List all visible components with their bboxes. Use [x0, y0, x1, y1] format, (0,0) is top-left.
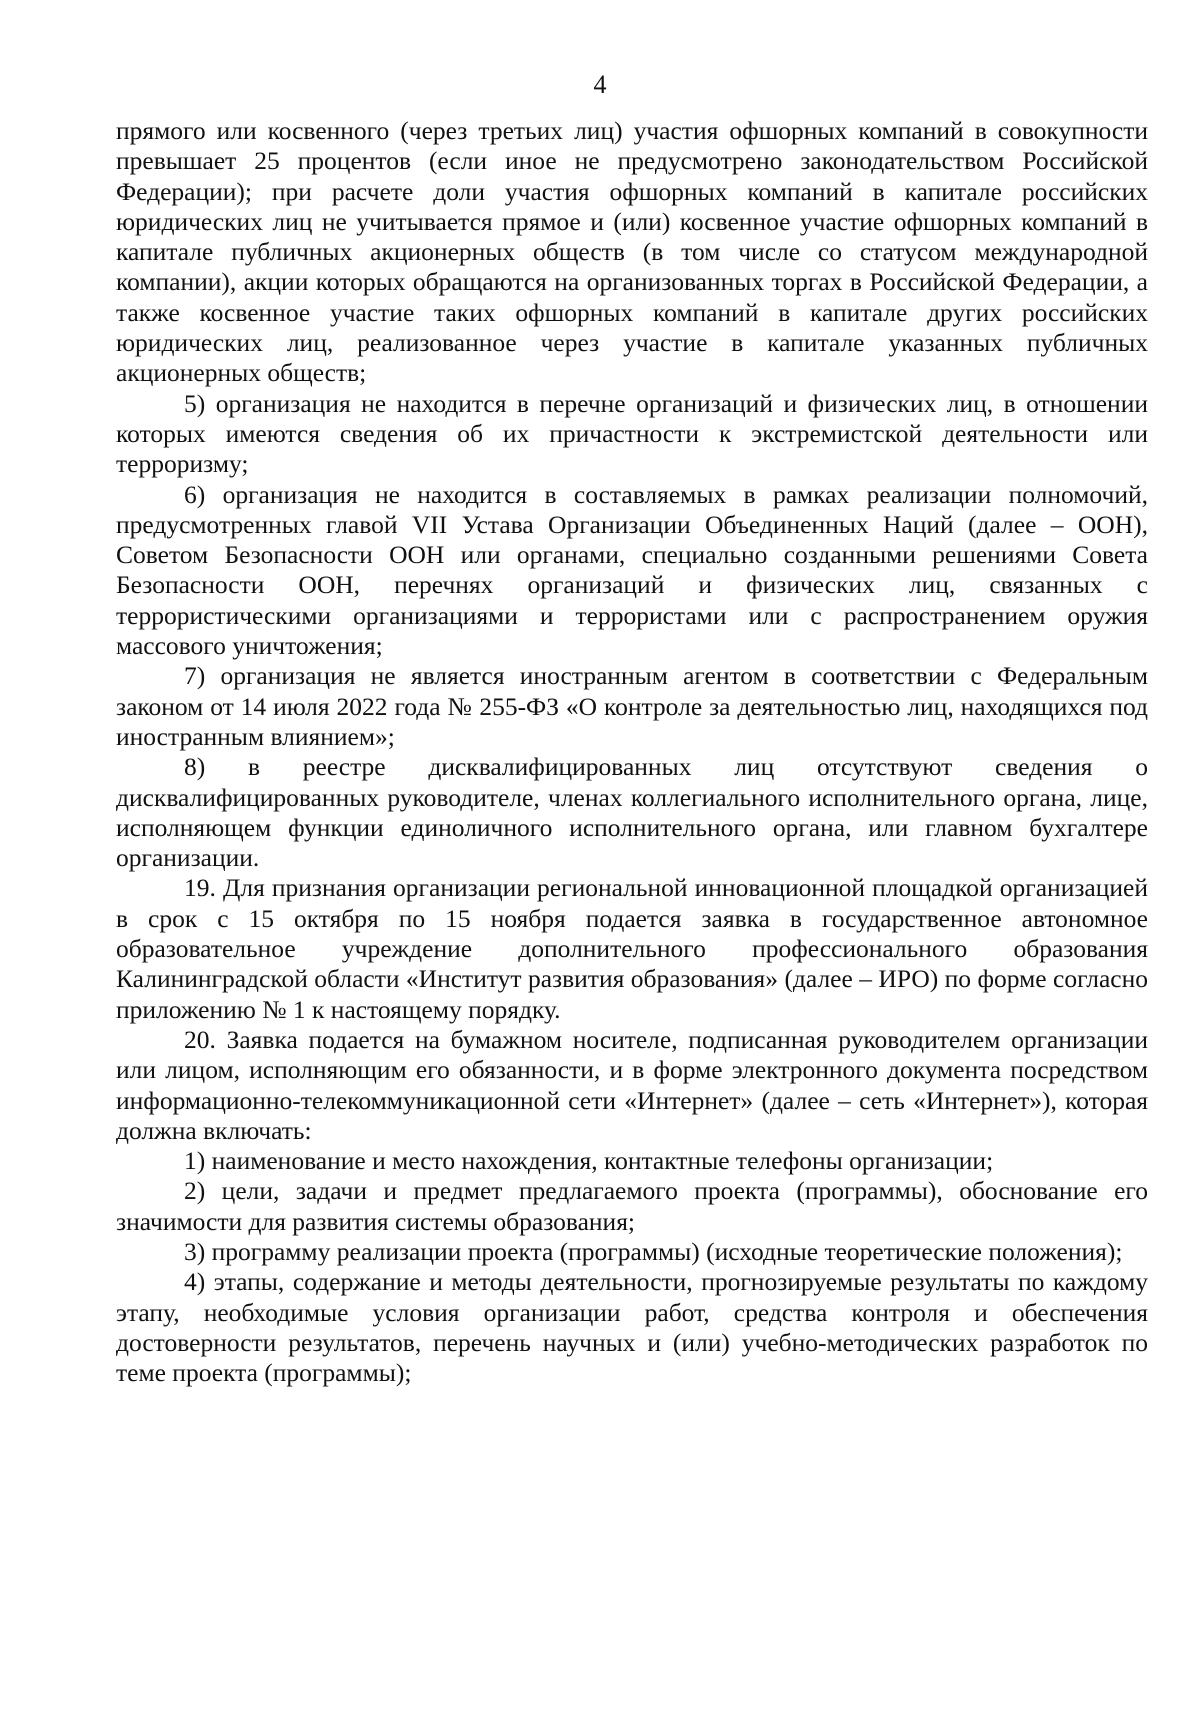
paragraph-item-7: 7) организация не является иностранным агентом в соответствии с Федеральным законом от 14 июля 2022 года № 255-ФЗ «О контроле за деятельностью лиц, находящихся под иностранным влиянием»;	[116, 661, 1148, 751]
paragraph-item-6: 6) организация не находится в составляемых в рамках реализации полномочий, предусмотренных главой VII Устава Организации Объединенных Наций (далее – ООН), Советом Безопасности ООН или органами, специально созданными решениями Совета Безопасности ООН, перечнях организаций и физических лиц, связанных с террористическими организациями и террористами или с распространением оружия массового уничтожения;	[116, 479, 1148, 661]
paragraph-application-item-2: 2) цели, задачи и предмет предлагаемого проекта (программы), обоснование его значимости для развития системы образования;	[116, 1176, 1148, 1236]
paragraph-application-item-4: 4) этапы, содержание и методы деятельности, прогнозируемые результаты по каждому этапу, необходимые условия организации работ, средства контроля и обеспечения достоверности результатов, перечень научных и (или) учебно-методических разработок по теме проекта (программы);	[116, 1267, 1148, 1388]
paragraph-application-item-3: 3) программу реализации проекта (программы) (исходные теоретические положения);	[184, 1236, 1123, 1266]
paragraph-application-item-1: 1) наименование и место нахождения, контактные телефоны организации;	[184, 1146, 994, 1176]
paragraph-offshore-continuation: прямого или косвенного (через третьих лиц) участия офшорных компаний в совокупности превышает 25 процентов (если иное не предусмотрено законодательством Российской Федерации); при расчете доли участия офшорных компаний в капитале российских юридических лиц не учитывается прямое и (или) косвенное участие офшорных компаний в капитале публичных акционерных обществ (в том числе со статусом международной компании), акции которых обращаются на организованных торгах в Российской Федерации, а также косвенное участие таких офшорных компаний в капитале других российских юридических лиц, реализованное через участие в капитале указанных публичных акционерных обществ;	[116, 116, 1148, 388]
paragraph-clause-19: 19. Для признания организации региональной инновационной площадкой организацией в срок с 15 октября по 15 ноября подается заявка в государственное автономное образовательное учреждение дополнительного профессионального образования Калининградской области «Институт развития образования» (далее – ИРО) по форме согласно приложению № 1 к настоящему порядку.	[116, 873, 1148, 1024]
page-number: 4	[593, 70, 607, 99]
paragraph-item-8: 8) в реестре дисквалифицированных лиц отсутствуют сведения о дисквалифицированных руководителе, членах коллегиального исполнительного органа, лице, исполняющем функции единоличного исполнительного органа, или главном бухгалтере организации.	[116, 752, 1148, 873]
document-body	[116, 116, 1148, 1388]
paragraph-item-5: 5) организация не находится в перечне организаций и физических лиц, в отношении которых имеются сведения об их причастности к экстремистской деятельности или терроризму;	[116, 388, 1148, 479]
paragraph-clause-20: 20. Заявка подается на бумажном носителе, подписанная руководителем организации или лицом, исполняющим его обязанности, и в форме электронного документа посредством информационно-телекоммуникационной сети «Интернет» (далее – сеть «Интернет»), которая должна включать:	[116, 1024, 1148, 1145]
